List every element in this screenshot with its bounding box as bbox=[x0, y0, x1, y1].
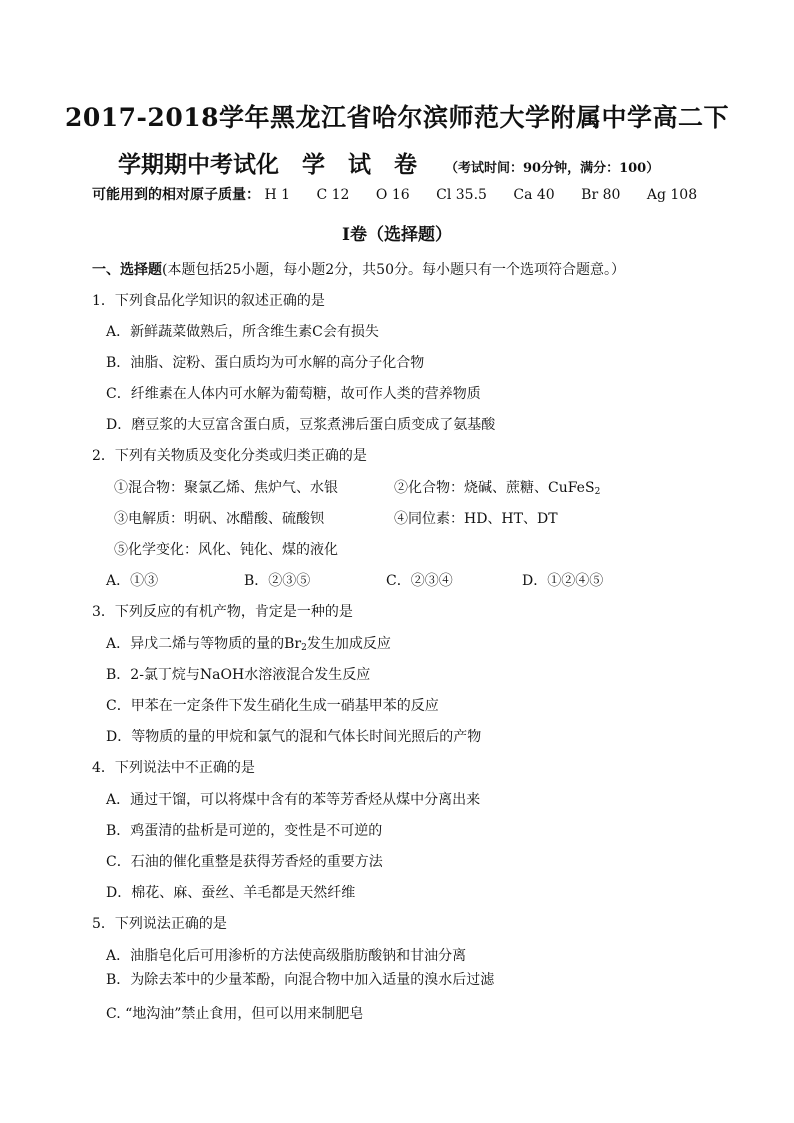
atomic-masses bbox=[92, 184, 719, 204]
question-2-item-1: ①混合物：聚氯乙烯、焦炉气、水银 bbox=[114, 480, 338, 496]
question-3-option-d: D．等物质的量的甲烷和氯气的混和气体长时间光照后的产物 bbox=[106, 729, 482, 745]
exam-title-line2 bbox=[118, 146, 659, 179]
atomic-mass-item: Br 80 bbox=[581, 187, 621, 203]
question-2-item-3: ③电解质：明矾、冰醋酸、硫酸钡 bbox=[114, 511, 324, 527]
part-description: (本题包括25小题，每小题2分，共50分。每小题只有一个选项符合题意。） bbox=[162, 262, 625, 278]
question-4-option-b: B．鸡蛋清的盐析是可逆的，变性是不可逆的 bbox=[106, 823, 383, 839]
atomic-mass-item: Ag 108 bbox=[646, 187, 698, 203]
question-2-choice-c: C．②③④ bbox=[386, 573, 453, 589]
question-1-option-a: A．新鲜蔬菜做熟后，所含维生素C会有损失 bbox=[106, 324, 379, 340]
exam-title-text: 学期期中考试化 学 试 卷 bbox=[118, 151, 417, 178]
atomic-mass-item: O 16 bbox=[375, 187, 410, 203]
atomic-masses-label: 可能用到的相对原子质量： bbox=[92, 187, 260, 203]
question-2-item-5: ⑤化学变化：风化、钝化、煤的液化 bbox=[114, 542, 338, 558]
atomic-mass-item: Ca 40 bbox=[513, 187, 555, 203]
question-3-option-a-text: A．异戊二烯与等物质的量的Br bbox=[106, 636, 302, 652]
question-1-option-b: B．油脂、淀粉、蛋白质均为可水解的高分子化合物 bbox=[106, 355, 425, 371]
question-4-stem: 4．下列说法中不正确的是 bbox=[92, 760, 255, 776]
question-2-item-4: ④同位素：HD、HT、DT bbox=[394, 511, 558, 527]
question-2-item-2 bbox=[394, 477, 600, 497]
question-2-choice-b: B．②③⑤ bbox=[244, 573, 311, 589]
question-5-stem: 5．下列说法正确的是 bbox=[92, 916, 227, 932]
question-3-option-a bbox=[106, 633, 391, 653]
question-2-choice-d: D．①②④⑤ bbox=[522, 573, 604, 589]
exam-info: （考试时间：90分钟，满分：100） bbox=[445, 161, 660, 176]
question-5-option-a: A．油脂皂化后可用渗析的方法使高级脂肪酸钠和甘油分离 bbox=[106, 948, 467, 964]
question-1-option-d: D．磨豆浆的大豆富含蛋白质，豆浆煮沸后蛋白质变成了氨基酸 bbox=[106, 417, 496, 433]
subscript: 2 bbox=[594, 487, 601, 497]
section-title: Ⅰ卷（选择题） bbox=[342, 225, 452, 245]
question-5-option-b: B．为除去苯中的少量苯酚，向混合物中加入适量的溴水后过滤 bbox=[106, 972, 495, 988]
question-1-option-c: C．纤维素在人体内可水解为葡萄糖，故可作人类的营养物质 bbox=[106, 386, 481, 402]
question-4-option-d: D．棉花、麻、蚕丝、羊毛都是天然纤维 bbox=[106, 885, 356, 901]
question-3-option-c: C．甲苯在一定条件下发生硝化生成一硝基甲苯的反应 bbox=[106, 698, 439, 714]
question-3-stem: 3．下列反应的有机产物，肯定是一种的是 bbox=[92, 604, 353, 620]
question-2-item-2-text: ②化合物：烧碱、蔗糖、CuFeS bbox=[394, 480, 595, 496]
part-heading bbox=[92, 259, 625, 279]
subscript: 2 bbox=[301, 643, 307, 653]
question-4-option-a: A．通过干馏，可以将煤中含有的苯等芳香烃从煤中分离出来 bbox=[106, 792, 481, 808]
question-3-option-b: B．2-氯丁烷与NaOH水溶液混合发生反应 bbox=[106, 667, 371, 683]
question-5-option-c: C. “地沟油”禁止食用，但可以用来制肥皂 bbox=[106, 1006, 364, 1022]
atomic-mass-item: H 1 bbox=[264, 187, 291, 203]
atomic-mass-item: C 12 bbox=[316, 187, 350, 203]
question-2-stem: 2．下列有关物质及变化分类或归类正确的是 bbox=[92, 448, 367, 464]
question-1-stem: 1．下列食品化学知识的叙述正确的是 bbox=[92, 293, 325, 309]
exam-title-line1: 2017-2018学年黑龙江省哈尔滨师范大学附属中学高二下 bbox=[64, 103, 730, 132]
atomic-mass-item: Cl 35.5 bbox=[436, 187, 487, 203]
question-2-choice-a: A．①③ bbox=[106, 573, 159, 589]
question-4-option-c: C．石油的催化重整是获得芳香烃的重要方法 bbox=[106, 854, 383, 870]
question-3-option-a-tail: 发生加成反应 bbox=[306, 636, 391, 652]
part-label: 一、选择题 bbox=[92, 262, 162, 278]
